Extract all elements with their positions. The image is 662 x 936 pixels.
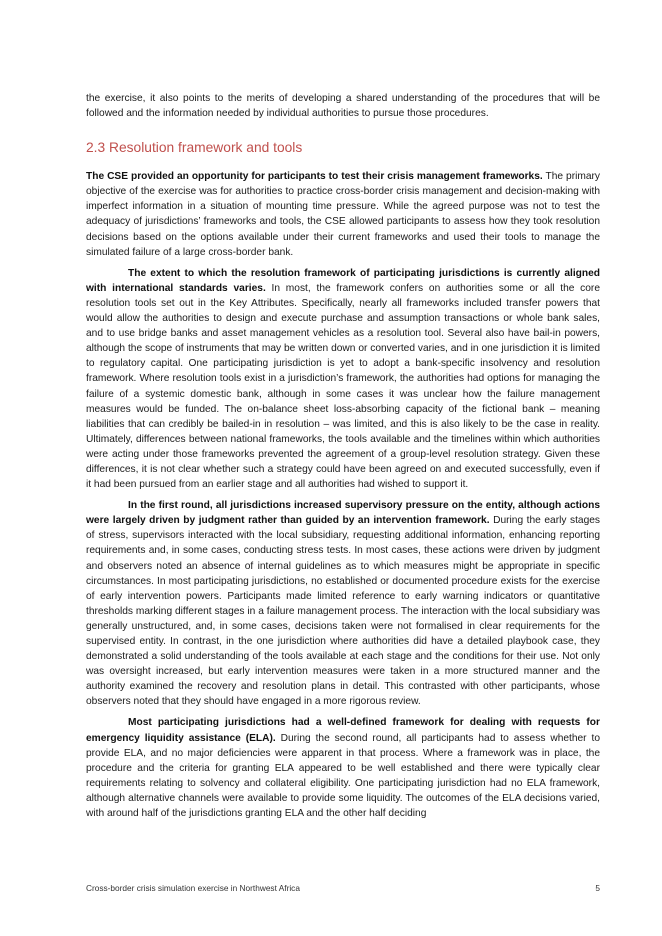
paragraph-body: During the early stages of stress, supervisors interacted with the local subsidiary, requesting additional information, enhancing reporting requirements and, in some cases, conducting stress tests. In most cases, these actions were driven by judgment and observers noted an absence of internal guidelines as to which measures might be appropriate in specific circumstances. In most participating jurisdictions, no established or documented procedure exists for the exercise of early intervention powers. Participants made limited reference to early warning indicators or quantitative thresholds marking different stages in a failure management process. The interaction with the local subsidiary was generally unstructured, and, in some cases, decisions taken were not formalised in clear requirements for the supervised entity. In contrast, in the one jurisdiction where authorities did have a detailed playbook case, they demonstrated a solid understanding of the tools available at each stage and the conditions for their use. Not only was oversight increased, but early intervention measures were taken in a more structured manner and the authority examined the recovery and resolution plans in detail. This contrasted with other participants, whose observers noted that they should have engaged in a more rigorous review. xyxy=(86,515,601,708)
paragraph-body: In most, the framework confers on authorities some or all the core resolution tools set out in the Key Attributes. Specifically, nearly all frameworks included transfer powers that would allow the authorities to design and execute purchase and assumption transactions or whole bank sales, and to use bridge banks and asset management vehicles as a resolution tool. Several also have bail-in powers, although the scope of instruments that may be written down or converted varies, and in one jurisdiction it is limited to regulatory capital. One participating jurisdiction is yet to adopt a bank-specific insolvency and resolution framework. Where resolution tools exist in a jurisdiction’s framework, the authorities had options for managing the failure of a systemic domestic bank, although in some cases it was unclear how the failure management measures would be funded. The on-balance sheet loss-absorbing capacity of the fictional bank – meaning liabilities that can credibly be bailed-in in resolution – was limited, and this is also likely to be the case in reality. Ultimately, differences between national frameworks, the tools available and the timelines within which authorities were acting under those frameworks prevented the agreement of a group-level resolution strategy. Given these differences, it is not clear whether such a strategy could have been agreed on and executed successfully, even if it had been pursued from an earlier stage and all authorities had wished to support it. xyxy=(86,282,600,491)
paragraph-ela-framework xyxy=(86,715,600,821)
paragraph-lead: The extent to which the resolution framework of participating jurisdictions is currently aligned with international standards varies. xyxy=(86,267,600,294)
paragraph-framework-alignment xyxy=(86,266,600,492)
paragraph-first-round xyxy=(86,498,600,709)
paragraph-lead: The CSE provided an opportunity for participants to test their crisis management frameworks. xyxy=(86,171,543,183)
paragraph-lead: In the first round, all jurisdictions increased supervisory pressure on the entity, although actions were largely driven by judgment rather than guided by an intervention framework. xyxy=(86,500,600,527)
section-heading: 2.3 Resolution framework and tools xyxy=(86,140,303,156)
paragraph-body: The primary objective of the exercise was for authorities to practice cross-border crisis management and decision-making with imperfect information in a situation of mounting time pressure. While the agreed purpose was not to test the adequacy of jurisdictions’ frameworks and tools, the CSE allowed participants to assess how they took resolution decisions based on the options available under their current frameworks and used their tools to manage the simulated failure of a large cross-border bank. xyxy=(86,171,600,258)
page-number: 5 xyxy=(595,883,600,893)
page-footer xyxy=(86,883,600,893)
document-page xyxy=(86,91,600,827)
footer-title: Cross-border crisis simulation exercise in Northwest Africa xyxy=(86,883,300,893)
intro-paragraph: the exercise, it also points to the merits of developing a shared understanding of the procedures that will be followed and the information needed by individual authorities to pursue those procedures. xyxy=(86,93,600,120)
paragraph-lead: Most participating jurisdictions had a well-defined framework for dealing with requests for emergency liquidity assistance (ELA). xyxy=(86,717,600,744)
paragraph-cse-opportunity xyxy=(86,169,600,260)
paragraph-body: During the second round, all participants had to assess whether to provide ELA, and no major deficiencies were apparent in that process. Where a framework was in place, the procedure and the criteria for granting ELA appeared to be well established and there were typically clear requirements relating to solvency and collateral eligibility. One participating jurisdiction had no ELA framework, although alternative channels were available to provide some liquidity. The outcomes of the ELA decisions varied, with around half of the jurisdictions granting ELA and the other half deciding xyxy=(86,732,600,820)
